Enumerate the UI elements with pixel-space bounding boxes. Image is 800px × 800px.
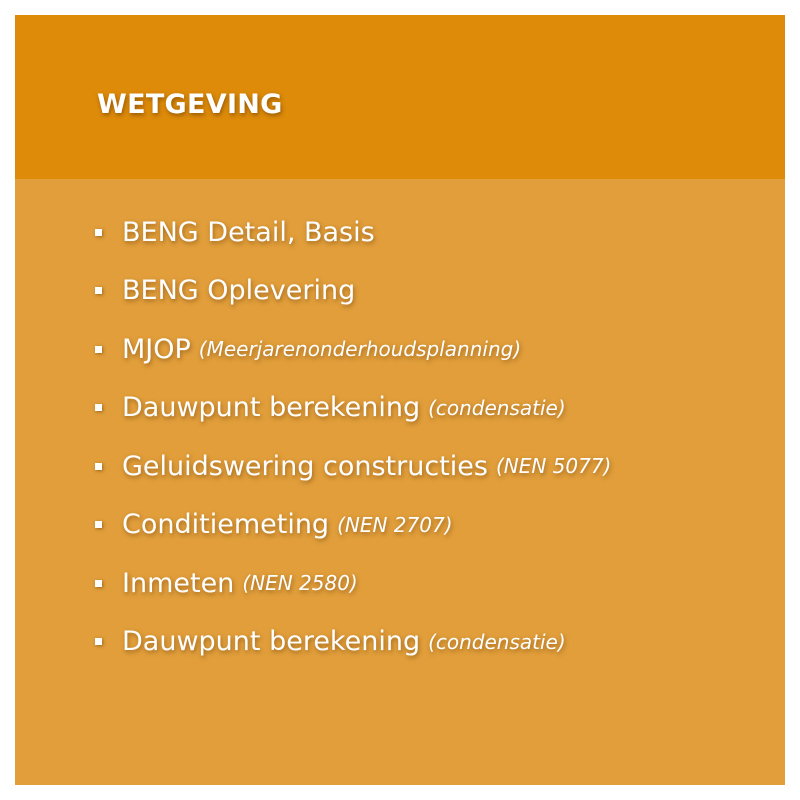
square-bullet-icon <box>95 404 102 411</box>
wetgeving-card <box>15 15 785 785</box>
list-item-note: (condensatie) <box>428 395 566 420</box>
list-item-note: (NEN 2707) <box>337 512 453 537</box>
list-item <box>95 613 611 672</box>
list-item-label: Inmeten <box>122 567 235 599</box>
list-item <box>95 496 611 555</box>
card-title: WETGEVING <box>97 89 283 120</box>
list-item-note: (condensatie) <box>428 629 566 654</box>
list-item <box>95 320 611 379</box>
square-bullet-icon <box>95 229 102 236</box>
square-bullet-icon <box>95 463 102 470</box>
card-header <box>15 15 785 179</box>
list-item <box>95 203 611 262</box>
list-item-label: Conditiemeting <box>122 509 330 541</box>
list-item-label: Dauwpunt berekening <box>122 626 421 658</box>
square-bullet-icon <box>95 287 102 294</box>
list-item-label: Geluidswering constructies <box>122 450 488 482</box>
list-item-note: (NEN 5077) <box>495 454 612 479</box>
list-item-note: (Meerjarenonderhoudsplanning) <box>198 337 522 362</box>
list-item-label: BENG Detail, Basis <box>122 216 375 248</box>
list-item <box>95 379 611 438</box>
square-bullet-icon <box>95 638 102 645</box>
list-item-label: MJOP <box>122 333 191 365</box>
square-bullet-icon <box>95 346 102 353</box>
list-item-label: Dauwpunt berekening <box>122 392 421 424</box>
square-bullet-icon <box>95 521 102 528</box>
list-item-label: BENG Oplevering <box>122 275 356 307</box>
list-item-note: (NEN 2580) <box>242 571 358 596</box>
list-item <box>95 554 611 613</box>
list-item <box>95 262 611 321</box>
list-item <box>95 437 611 496</box>
legislation-list <box>95 203 611 671</box>
square-bullet-icon <box>95 580 102 587</box>
